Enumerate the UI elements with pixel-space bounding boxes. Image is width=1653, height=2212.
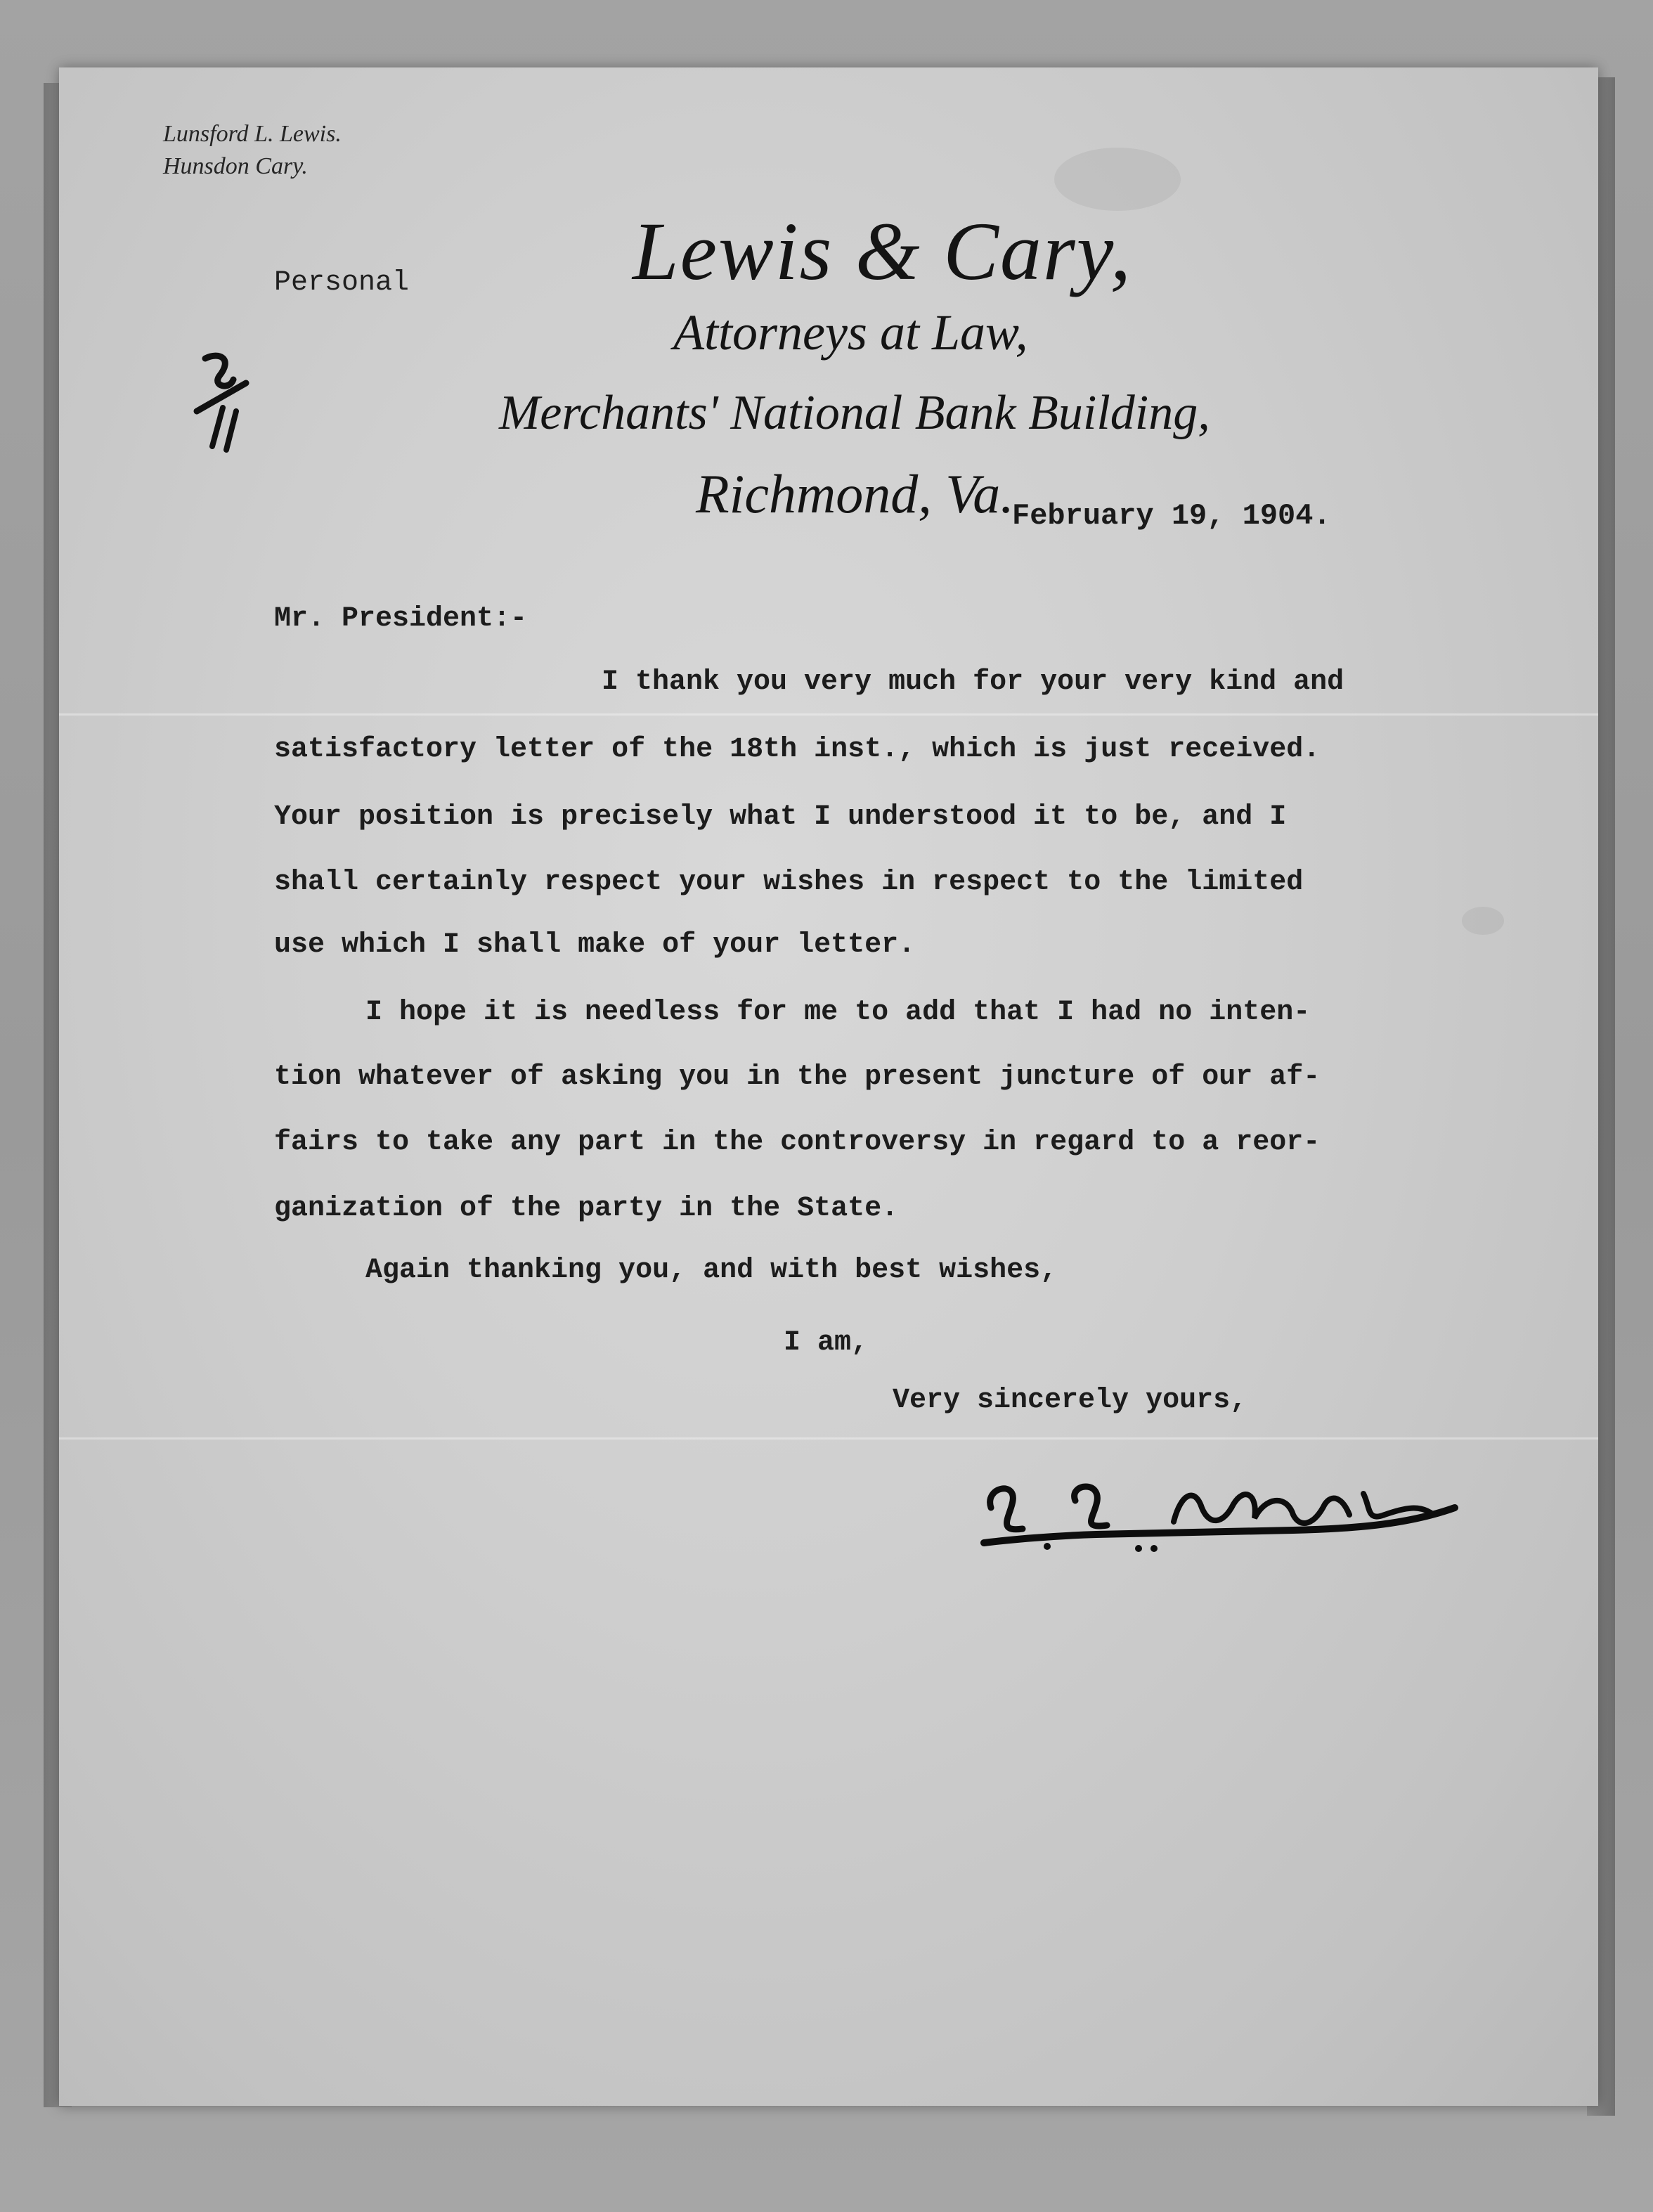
letterhead-city: Richmond, Va.: [696, 463, 1014, 524]
partner-name: Hunsdon Cary.: [163, 153, 308, 179]
closing-line: I am,: [784, 1327, 869, 1359]
paper-smudge: [1462, 907, 1504, 935]
letterhead-firm-name: Lewis & Cary,: [633, 205, 1133, 297]
closing-line: Very sincerely yours,: [893, 1385, 1247, 1416]
letter-date: February 19, 1904.: [1012, 499, 1331, 533]
body-line: shall certainly respect your wishes in respect to the limited: [274, 867, 1304, 898]
body-line: I hope it is needless for me to add that I had no inten-: [365, 997, 1311, 1028]
body-line: satisfactory letter of the 18th inst., which is just received.: [274, 734, 1321, 765]
partner-name: Lunsford L. Lewis.: [163, 121, 342, 147]
body-line: I thank you very much for your very kind and: [602, 666, 1344, 698]
fold-crease: [59, 1437, 1598, 1440]
letterhead-subtitle: Attorneys at Law,: [673, 304, 1028, 361]
letterhead-building: Merchants' National Bank Building,: [499, 386, 1210, 440]
body-line: ganization of the party in the State.: [274, 1193, 899, 1224]
body-line: tion whatever of asking you in the present juncture of our af-: [274, 1061, 1321, 1093]
body-line: use which I shall make of your letter.: [274, 929, 916, 961]
fold-crease: [59, 713, 1598, 716]
body-line: fairs to take any part in the controversy in regard to a reor-: [274, 1127, 1321, 1158]
letterhead-partners: [163, 118, 342, 183]
body-line: Your position is precisely what I understood it to be, and I: [274, 801, 1287, 833]
body-line: Again thanking you, and with best wishes,: [365, 1255, 1058, 1286]
personal-label: Personal: [274, 267, 410, 299]
salutation: Mr. President:-: [274, 603, 528, 635]
handwritten-signature: [970, 1466, 1476, 1571]
handwritten-margin-mark: [191, 348, 252, 453]
paper-smudge: [1054, 148, 1181, 211]
